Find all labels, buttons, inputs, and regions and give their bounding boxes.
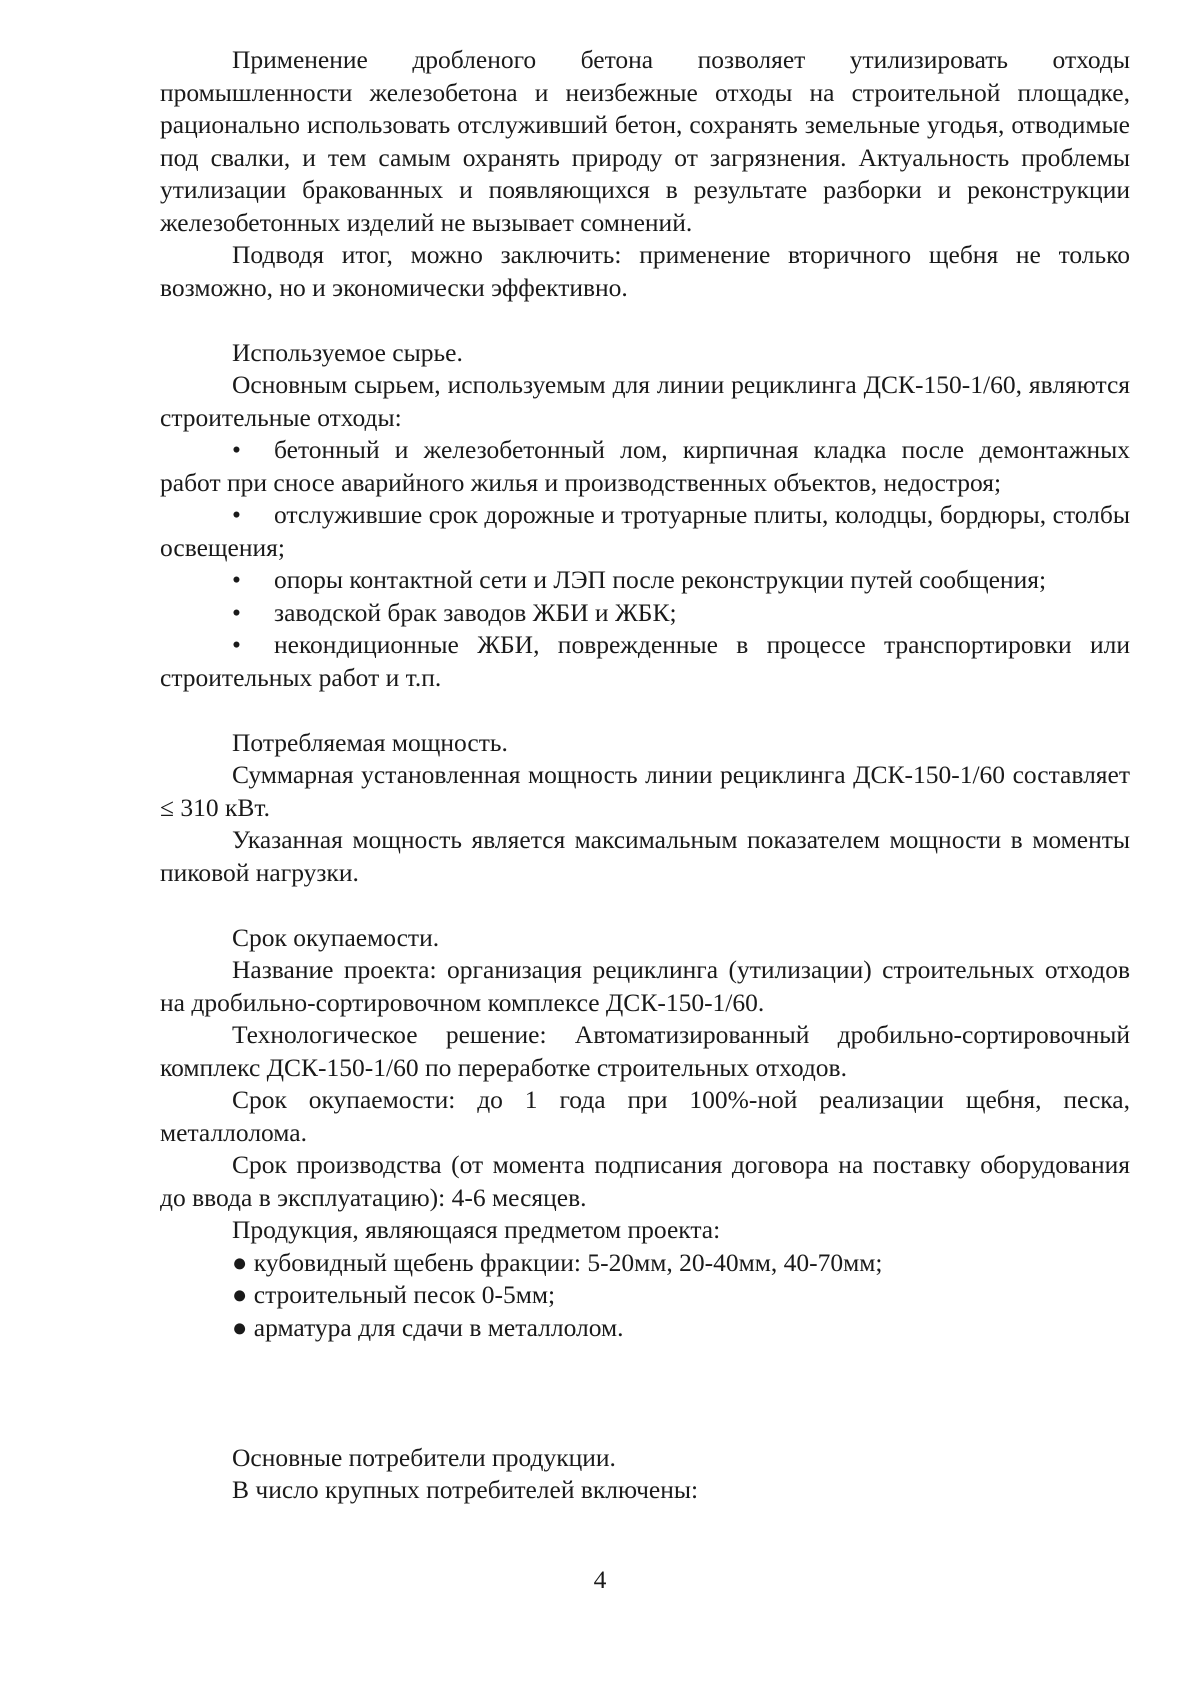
paragraph-tech-solution: Технологическое решение: Автоматизированный дробильно-сортировочный комплекс ДСК-150-1/60 по переработке строительных отходов.: [160, 1020, 1130, 1082]
paragraph-consumers-intro: В число крупных потребителей включены:: [232, 1475, 699, 1504]
bullet-icon: •: [232, 500, 241, 529]
section-heading-raw-materials: Используемое сырье.: [232, 337, 463, 367]
paragraph-products-intro: Продукция, являющаяся предметом проекта:: [232, 1215, 721, 1244]
page-number: 4: [593, 1565, 607, 1594]
paragraph-raw-materials-intro: Основным сырьем, используемым для линии рециклинга ДСК-150-1/60, являются строительные отходы:: [160, 370, 1130, 432]
list-item: • некондиционные ЖБИ, поврежденные в процессе транспортировки или строительных работ и т.п.: [160, 630, 1130, 692]
paragraph-payback-period: Срок окупаемости: до 1 года при 100%-ной реализации щебня, песка, металлолома.: [160, 1085, 1130, 1147]
paragraph-power-peak: Указанная мощность является максимальным показателем мощности в моменты пиковой нагрузки.: [160, 825, 1130, 887]
bullet-icon: •: [232, 630, 241, 659]
bullet-icon: •: [232, 435, 241, 464]
paragraph-project-name: Название проекта: организация рециклинга (утилизации) строительных отходов на дробильно-сортировочном комплексе ДСК-150-1/60.: [160, 955, 1130, 1017]
list-item: ● кубовидный щебень фракции: 5-20мм, 20-40мм, 40-70мм;: [232, 1247, 883, 1277]
paragraph-power-total: Суммарная установленная мощность линии рециклинга ДСК-150-1/60 составляет ≤ 310 кВт.: [160, 760, 1130, 822]
paragraph-production-period: Срок производства (от момента подписания договора на поставку оборудования до ввода в эксплуатацию): 4-6 месяцев.: [160, 1150, 1130, 1212]
section-heading-power: Потребляемая мощность.: [232, 727, 508, 757]
section-heading-consumers: Основные потребители продукции.: [232, 1442, 616, 1472]
bullet-icon: •: [232, 565, 241, 594]
list-item: • опоры контактной сети и ЛЭП после реконструкции путей сообщения;: [160, 564, 1130, 597]
section-heading-payback: Срок окупаемости.: [232, 922, 440, 952]
raw-materials-list: [160, 434, 1130, 694]
products-list: [160, 1247, 1130, 1345]
list-item: • бетонный и железобетонный лом, кирпичная кладка после демонтажных работ при сносе аварийного жилья и производственных объектов, недостроя;: [160, 435, 1130, 497]
list-item: ● строительный песок 0-5мм;: [232, 1280, 556, 1309]
list-item: • отслужившие срок дорожные и тротуарные плиты, колодцы, бордюры, столбы освещения;: [160, 500, 1130, 562]
page-content: [160, 44, 1130, 1507]
paragraph-concrete-recycling: Применение дробленого бетона позволяет утилизировать отходы промышленности железобетона и неизбежные отходы на строительной площадке, рационально использовать отслуживший бетон, сохранять земельные угодья, отводимые под свалки, и тем самым охранять природу от загрязнения. Актуальность проблемы утилизации бракованных и появляющихся в результате разборки и реконструкции железобетонных изделий не вызывает сомнений.: [160, 45, 1130, 237]
list-item: ● арматура для сдачи в металлолом.: [232, 1312, 624, 1342]
paragraph-conclusion: Подводя итог, можно заключить: применение вторичного щебня не только возможно, но и экономически эффективно.: [160, 240, 1130, 302]
bullet-icon: •: [232, 597, 241, 627]
list-item: • заводской брак заводов ЖБИ и ЖБК;: [160, 597, 1130, 630]
